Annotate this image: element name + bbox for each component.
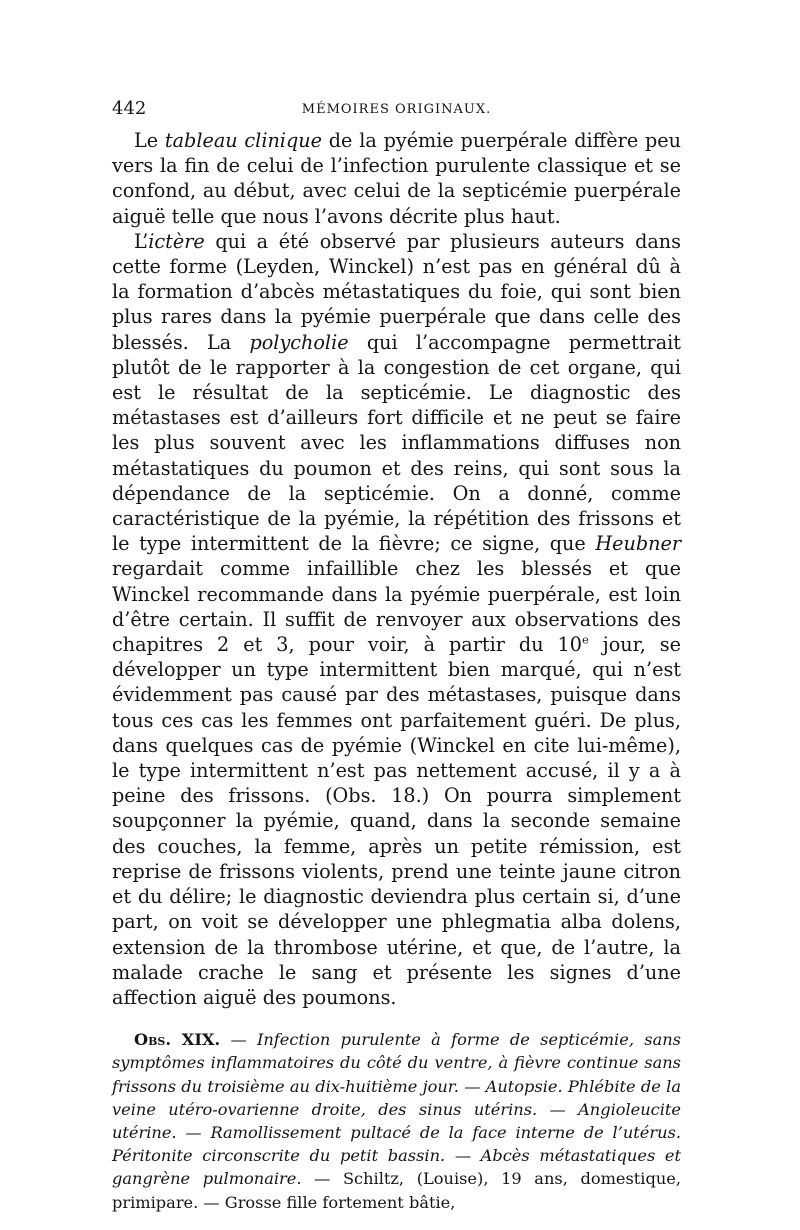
- text-run-italic: polycholie: [249, 330, 349, 354]
- paragraph-1: [112, 128, 681, 229]
- text-run: de la pyémie puerpérale diffère peu vers la fin de celui de l’infection purulente classique et se confond, au début, avec celui de la septicémie puerpérale aiguë telle que nous l’avons décrite plus haut.: [112, 129, 681, 228]
- text-run: qui l’accompagne permettrait plutôt de le rapporter à la congestion de cet organe, qui est le résultat de la septicémie. Le diagnostic des métastases est d’ailleurs fort difficile et ne peut se faire les plus souvent avec les inflammations diffuses non métastatiques du poumon et des reins, qui sont sous la dépendance de la septicémie. On a donné, comme caractéristique de la pyémie, la répétition des frissons et le type intermittent de la fièvre; ce signe, que: [112, 330, 681, 556]
- text-run-italic: Heubner: [595, 532, 681, 556]
- page-number: 442: [112, 98, 147, 119]
- superscript: e: [581, 632, 589, 647]
- book-page: [112, 98, 681, 1230]
- text-run: Le: [134, 129, 165, 152]
- paragraph-2: [112, 229, 681, 1010]
- text-run: L’: [134, 229, 149, 253]
- text-run: regardait comme infaillible chez les blessés et que Winckel recommande dans la pyémie puerpérale, est loin d’être certain. Il suffit de renvoyer aux observations des chapitres 2 et 3, pour voir, à partir du 10: [112, 557, 681, 657]
- observation-summary: — Infection purulente à forme de septicémie, sans symptômes inflammatoires du côté du ventre, à fièvre continue sans frissons du troisième au dix-huitième jour. — Autopsie. Phlébite de la veine utéro-ovarienne droite, des sinus utérins. — Angioleucite utérine. — Ramollissement pultacé de la face interne de l’utérus. Péritonite circonscrite du petit bassin. — Abcès métastatiques et gangrène pulmonaire.: [112, 1030, 681, 1189]
- body-text: [112, 128, 681, 1010]
- text-run: qui a été observé par plusieurs auteurs dans cette forme (Leyden, Winckel) n’est pas en général dû à la formation d’abcès métastatiques du foie, qui sont bien plus rares dans la pyémie puerpérale que dans celle des blessés. La: [112, 229, 681, 354]
- observation-heading: [112, 1028, 681, 1214]
- text-run-italic: ictère: [148, 229, 205, 253]
- page-header: [112, 98, 681, 128]
- text-run: jour, se développer un type intermittent bien marqué, qui n’est évidemment pas causé par des métastases, puisque dans tous ces cas les femmes ont parfaitement guéri. De plus, dans quelques cas de pyémie (Winckel en cite lui-même), le type intermittent n’est pas nettement accusé, il y a à peine des frissons. (Obs. 18.) On pourra simplement soupçonner la pyémie, quand, dans la seconde semaine des couches, la femme, après un petite rémission, est reprise de frissons violents, prend une teinte jaune citron et du délire; le diagnostic deviendra plus certain si, d’une part, on voit se développer une phlegmatia alba dolens, extension de la thrombose utérine, et que, de l’autre, la malade crache le sang et présente les signes d’une affection aiguë des poumons.: [112, 633, 682, 1009]
- running-title: MÉMOIRES ORIGINAUX.: [301, 102, 492, 117]
- observation-patient: — Schiltz, (Louise), 19 ans, domestique, primipare. — Grosse fille fortement bâtie,: [112, 1169, 681, 1212]
- observation-label: Obs. XIX.: [134, 1030, 221, 1050]
- text-run-italic: tableau clinique: [164, 129, 322, 152]
